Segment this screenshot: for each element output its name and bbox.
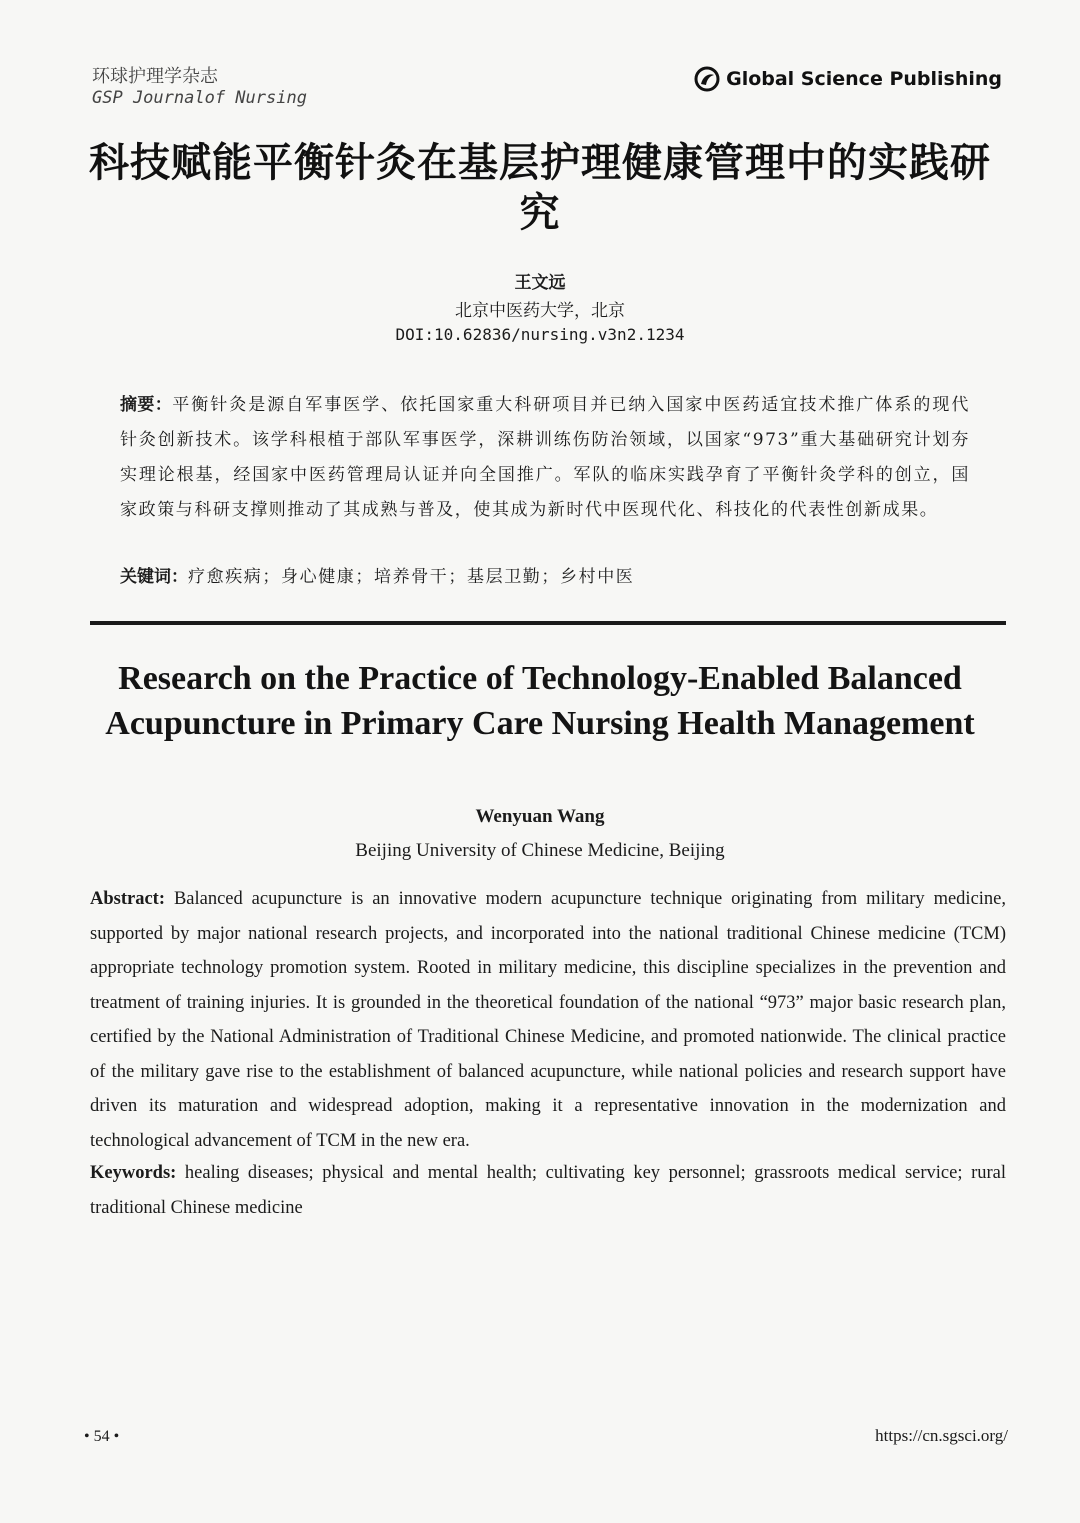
cn-abstract-label: 摘要： bbox=[120, 395, 173, 415]
cn-author: 王文远 bbox=[514, 273, 566, 293]
publisher-logo-icon bbox=[694, 66, 720, 92]
section-divider bbox=[90, 621, 1006, 625]
cn-keywords bbox=[120, 560, 970, 595]
en-abstract bbox=[90, 882, 1006, 1158]
cn-abstract bbox=[120, 388, 970, 528]
en-keywords-text: healing diseases; physical and mental health; cultivating key personnel; grassroots medical service; rural traditional Chinese medicine bbox=[90, 1163, 1006, 1218]
journal-name-en: GSP Journalof Nursing bbox=[92, 88, 307, 108]
cn-abstract-text: 平衡针灸是源自军事医学、依托国家重大科研项目并已纳入国家中医药适宜技术推广体系的现代针灸创新技术。该学科根植于部队军事医学，深耕训练伤防治领域，以国家“973”重大基础研究计划夯实理论根基，经国家中医药管理局认证并向全国推广。军队的临床实践孕育了平衡针灸学科的创立，国家政策与科研支撑则推动了其成熟与普及，使其成为新时代中医现代化、科技化的代表性创新成果。 bbox=[120, 395, 970, 520]
en-affiliation: Beijing University of Chinese Medicine, Beijing bbox=[355, 840, 725, 861]
en-keywords-label: Keywords: bbox=[90, 1163, 177, 1183]
en-author: Wenyuan Wang bbox=[475, 806, 605, 827]
cn-title: 科技赋能平衡针灸在基层护理健康管理中的实践研究 bbox=[89, 140, 991, 236]
en-title: Research on the Practice of Technology-Enabled Balanced Acupuncture in Primary Care Nursing Health Management bbox=[105, 660, 975, 742]
cn-affiliation: 北京中医药大学，北京 bbox=[455, 301, 625, 321]
doi: DOI:10.62836/nursing.v3n2.1234 bbox=[395, 325, 685, 344]
en-abstract-text: Balanced acupuncture is an innovative modern acupuncture technique originating from military medicine, supported by major national research projects, and incorporated into the national traditional Chinese medicine (TCM) appropriate technology promotion system. Rooted in military medicine, this discipline specializes in the prevention and treatment of training injuries. It is grounded in the theoretical foundation of the national “973” major basic research plan, certified by the National Administration of Traditional Chinese Medicine, and promoted nationwide. The clinical practice of the military gave rise to the establishment of balanced acupuncture, while national policies and research support have driven its maturation and widespread adoption, making it a representative innovation in the modernization and technological advancement of TCM in the new era. bbox=[90, 889, 1007, 1151]
cn-keywords-label: 关键词： bbox=[120, 567, 188, 587]
publisher-logo bbox=[694, 66, 1002, 92]
journal-name-cn: 环球护理学杂志 bbox=[92, 66, 218, 87]
publisher-name: Global Science Publishing bbox=[726, 68, 1002, 90]
en-abstract-label: Abstract: bbox=[90, 889, 166, 909]
en-keywords bbox=[90, 1156, 1006, 1225]
cn-keywords-text: 疗愈疾病；身心健康；培养骨干；基层卫勤；乡村中医 bbox=[188, 567, 635, 587]
footer-url[interactable]: https://cn.sgsci.org/ bbox=[875, 1426, 1008, 1445]
page-number: • 54 • bbox=[84, 1428, 120, 1445]
